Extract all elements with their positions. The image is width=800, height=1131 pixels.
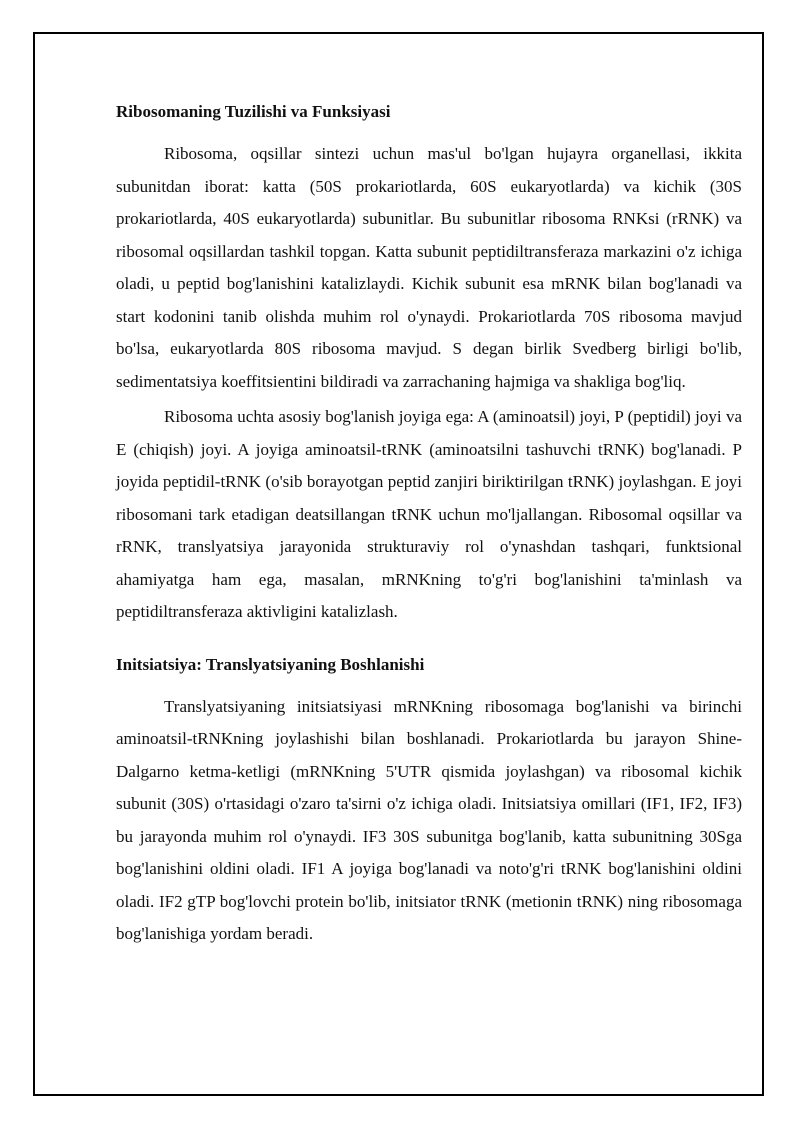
section-heading-ribosome-structure: Ribosomaning Tuzilishi va Funksiyasi [116,102,391,121]
paragraph-initiation: Translyatsiyaning initsiatsiyasi mRNKning ribosomaga bog'lanishi va birinchi aminoatsil-tRNKning joylashishi bilan boshlanadi. Prokariotlarda bu jarayon Shine-Dalgarno ketma-ketligi (mRNKning 5'UTR qismida joylashgan) va ribosomal kichik subunit (30S) o'rtasidagi o'zaro ta'sirni o'z ichiga oladi. Initsiatsiya omillari (IF1, IF2, IF3) bu jarayonda muhim rol o'ynaydi. IF3 30S subunitga bog'lanib, katta subunitning 30Sga bog'lanishini oldini oladi. IF1 A joyiga bog'lanadi va noto'g'ri tRNK bog'lanishini oldini oladi. IF2 gTP bog'lovchi protein bo'lib, initsiator tRNK (metionin tRNK) ning ribosomaga bog'lanishiga yordam beradi. [116,696,742,943]
paragraph-ribosome-binding-sites: Ribosoma uchta asosiy bog'lanish joyiga ega: A (aminoatsil) joyi, P (peptidil) joyi va E (chiqish) joyi. A joyiga aminoatsil-tRNK (aminoatsilni tashuvchi tRNK) bog'lanadi. P joyida peptidil-tRNK (o'sib borayotgan peptid zanjiri biriktirilgan tRNK) joylashgan. E joyi ribosomani tark etadigan deatsillangan tRNK uchun mo'ljallangan. Ribosomal oqsillar va rRNK, translyatsiya jarayonida strukturaviy rol o'ynashdan tashqari, funktsional ahamiyatga ham ega, masalan, mRNKning to'g'ri bog'lanishini ta'minlash va peptidiltransferaza aktivligini katalizlash. [116,407,742,621]
section-heading-initiation: Initsiatsiya: Translyatsiyaning Boshlanishi [116,654,425,674]
document-body [116,96,742,951]
paragraph-ribosome-subunits: Ribosoma, oqsillar sintezi uchun mas'ul bo'lgan hujayra organellasi, ikkita subunitdan iborat: katta (50S prokariotlarda, 60S eukaryotlarda) va kichik (30S prokariotlarda, 40S eukaryotlarda) subunitlar. Bu subunitlar ribosoma RNKsi (rRNK) va ribosomal oqsillardan tashkil topgan. Katta subunit peptidiltransferaza markazini o'z ichiga oladi, u peptid bog'lanishini katalizlaydi. Kichik subunit esa mRNK bilan bog'lanadi va start kodonini tanib olishda muhim rol o'ynaydi. Prokariotlarda 70S ribosoma mavjud bo'lsa, eukaryotlarda 80S ribosoma mavjud. S degan birlik Svedberg birligi bo'lib, sedimentatsiya koeffitsientini bildiradi va zarrachaning hajmiga va shakliga bog'liq. [116,144,742,391]
